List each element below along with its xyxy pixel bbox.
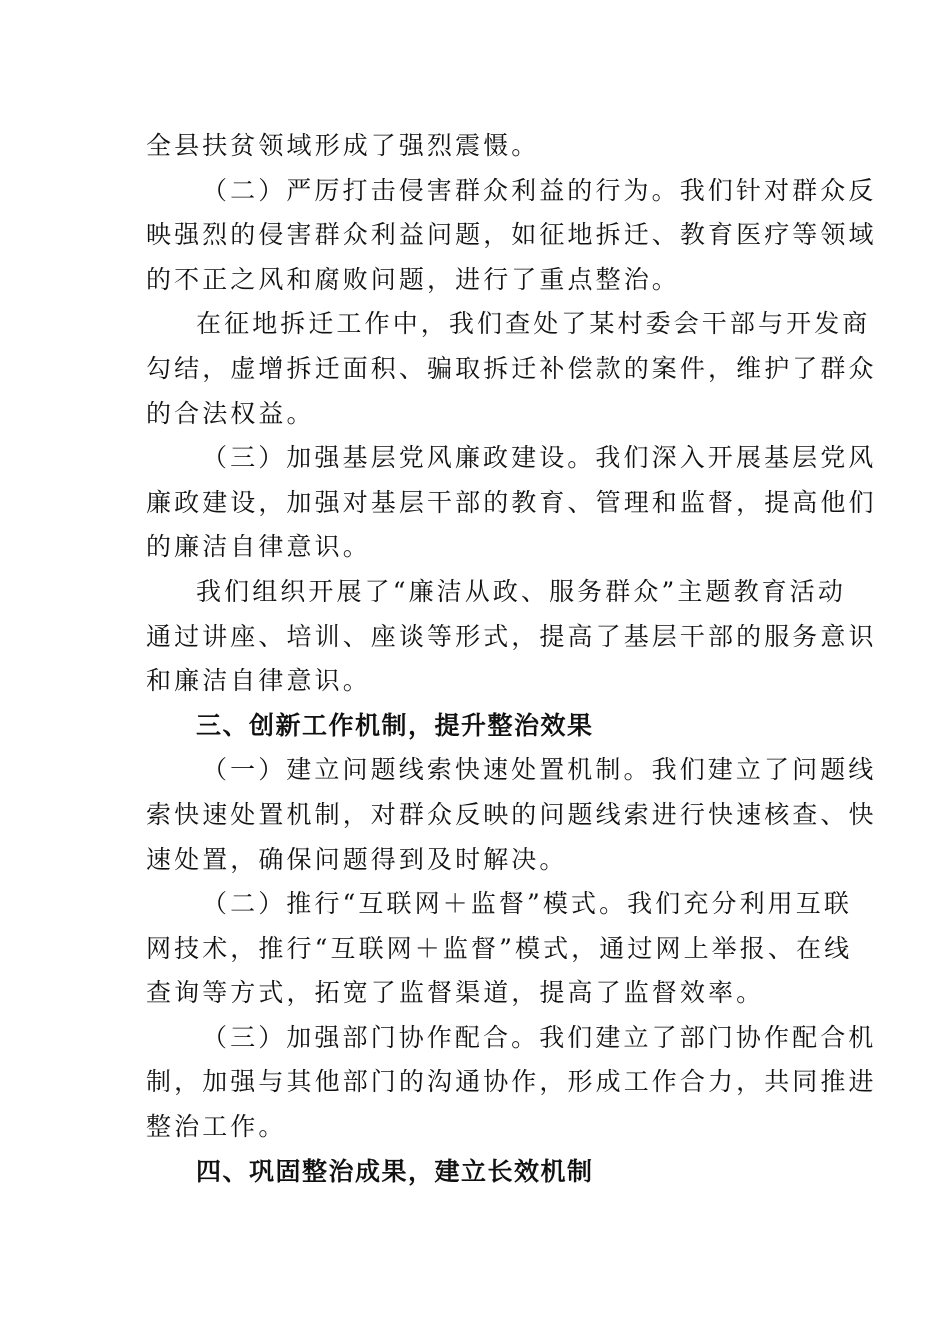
body-text-line: 整治工作。 bbox=[146, 1112, 287, 1142]
section-heading: 四、巩固整治成果，建立长效机制 bbox=[196, 1156, 594, 1186]
body-text-line: 的不正之风和腐败问题，进行了重点整治。 bbox=[146, 264, 680, 294]
document-page bbox=[146, 124, 877, 1194]
section-heading: 三、创新工作机制，提升整治效果 bbox=[196, 710, 594, 740]
body-text-line: 索快速处置机制，对群众反映的问题线索进行快速核查、快 bbox=[146, 799, 877, 829]
body-text-line: 制，加强与其他部门的沟通协作，形成工作合力，共同推进 bbox=[146, 1067, 877, 1097]
body-text-line: 映强烈的侵害群众利益问题，如征地拆迁、教育医疗等领域 bbox=[146, 220, 877, 250]
body-text-line: 通过讲座、培训、座谈等形式，提高了基层干部的服务意识 bbox=[146, 621, 877, 651]
body-text-line: 查询等方式，拓宽了监督渠道，提高了监督效率。 bbox=[146, 978, 765, 1008]
paragraph-start-line: （二）严厉打击侵害群众利益的行为。我们针对群众反 bbox=[202, 175, 877, 205]
body-text-line: 和廉洁自律意识。 bbox=[146, 666, 371, 696]
paragraph-start-line: 在征地拆迁工作中，我们查处了某村委会干部与开发商 bbox=[196, 309, 871, 339]
paragraph-start-line: （三）加强部门协作配合。我们建立了部门协作配合机 bbox=[202, 1022, 877, 1052]
body-text-line: 全县扶贫领域形成了强烈震慑。 bbox=[146, 131, 540, 160]
body-text-line: 的合法权益。 bbox=[146, 398, 315, 428]
paragraph-start-line: （三）加强基层党风廉政建设。我们深入开展基层党风 bbox=[202, 443, 877, 473]
paragraph-start-line: （一）建立问题线索快速处置机制。我们建立了问题线 bbox=[202, 755, 877, 785]
paragraph-start-line: 我们组织开展了“廉洁从政、服务群众”主题教育活动 bbox=[196, 576, 846, 606]
paragraph-start-line: （二）推行“互联网＋监督”模式。我们充分利用互联 bbox=[202, 889, 852, 919]
body-text-line: 速处置，确保问题得到及时解决。 bbox=[146, 844, 568, 874]
body-text-line: 勾结，虚增拆迁面积、骗取拆迁补偿款的案件，维护了群众 bbox=[146, 353, 877, 383]
body-text-line: 廉政建设，加强对基层干部的教育、管理和监督，提高他们 bbox=[146, 487, 877, 517]
body-text-line: 的廉洁自律意识。 bbox=[146, 532, 371, 562]
body-text-line: 网技术，推行“互联网＋监督”模式，通过网上举报、在线 bbox=[146, 933, 853, 963]
